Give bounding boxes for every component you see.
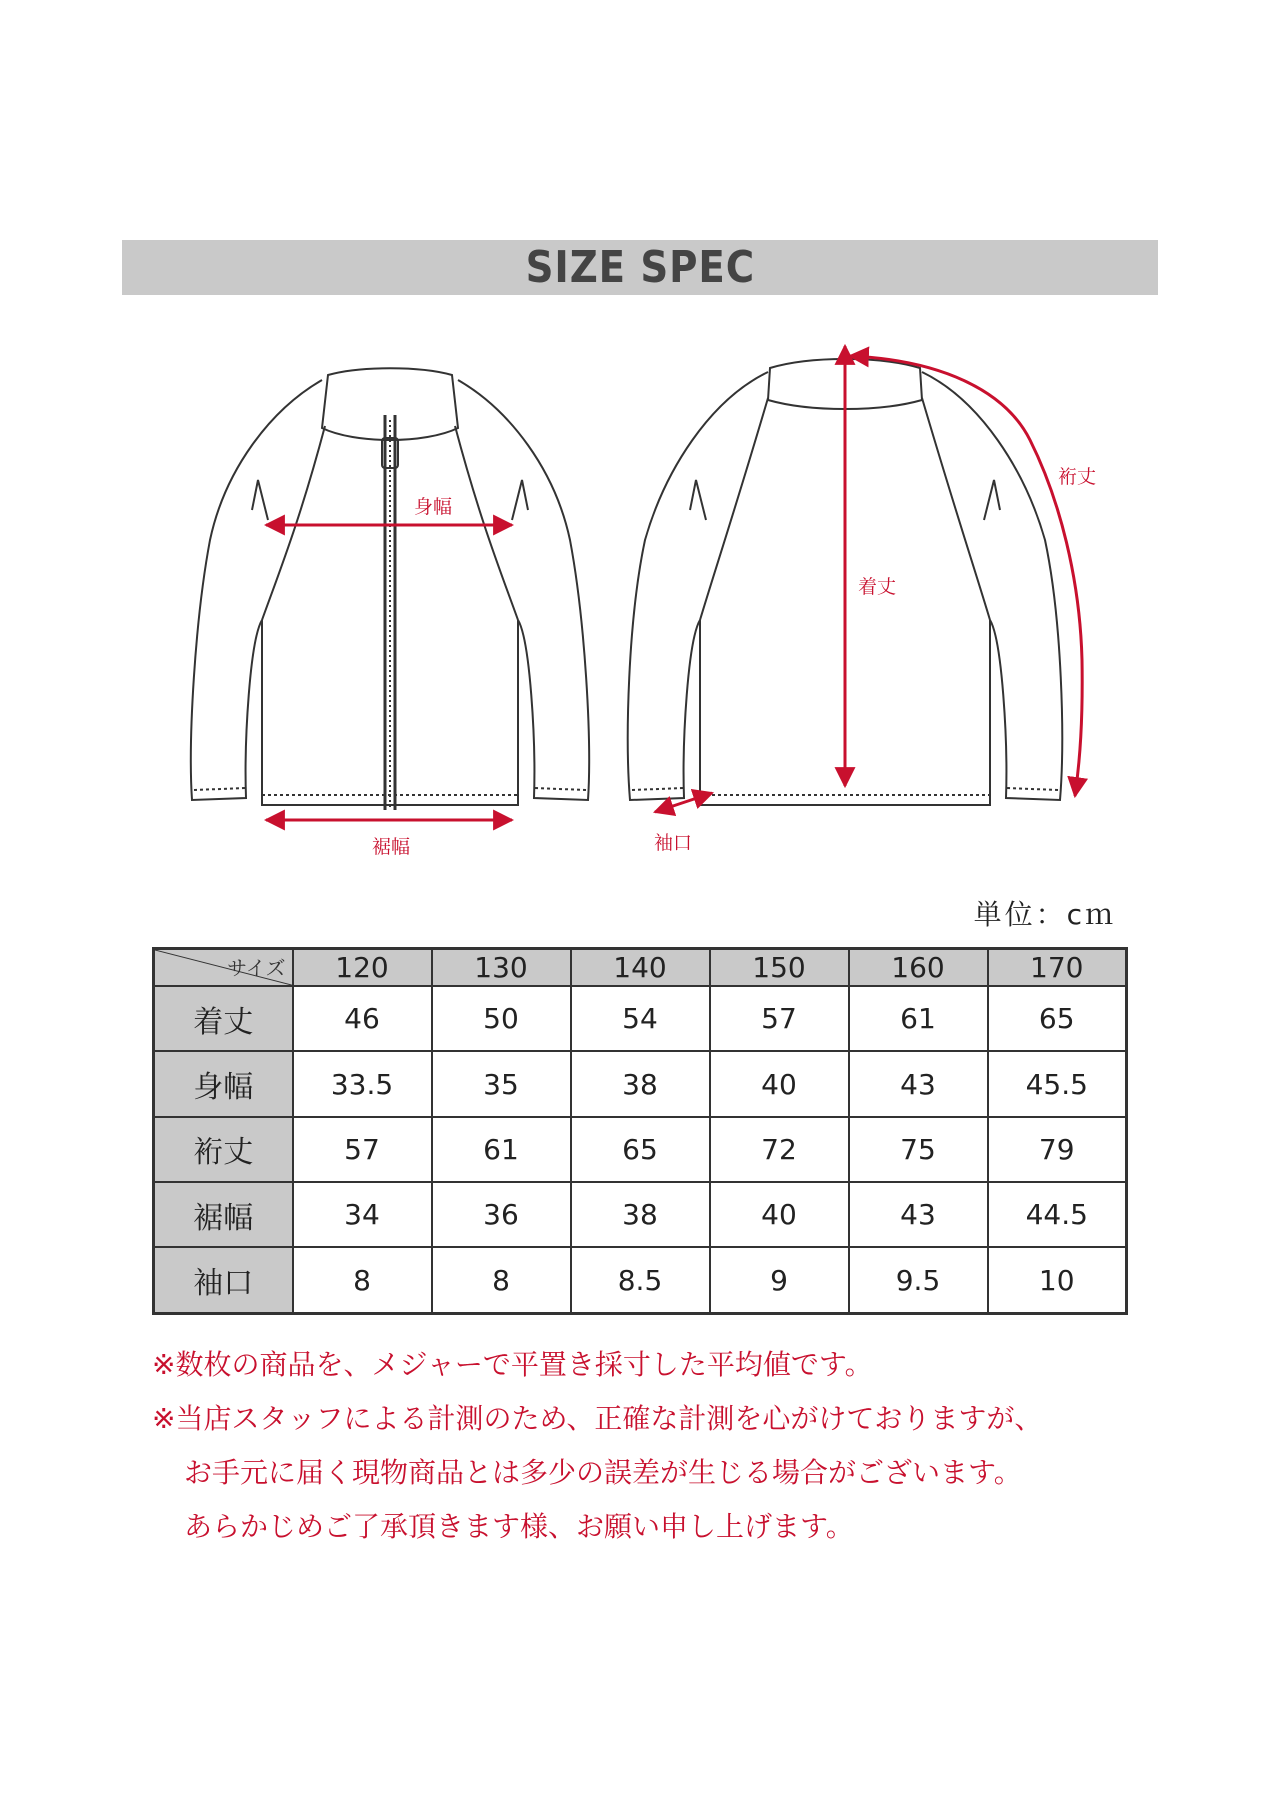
row-label: 裄丈 bbox=[154, 1117, 293, 1182]
size-header: 150 bbox=[710, 949, 849, 987]
table-row bbox=[154, 986, 1127, 1051]
table-cell: 10 bbox=[988, 1247, 1127, 1313]
size-header: 140 bbox=[571, 949, 710, 987]
note-line: あらかじめご了承頂きます様、お願い申し上げます。 bbox=[184, 1510, 854, 1543]
table-cell: 43 bbox=[849, 1182, 988, 1247]
row-label: 身幅 bbox=[154, 1051, 293, 1116]
table-cell: 8 bbox=[432, 1247, 571, 1313]
size-header: 120 bbox=[293, 949, 432, 987]
table-cell: 8.5 bbox=[571, 1247, 710, 1313]
table-cell: 79 bbox=[988, 1117, 1127, 1182]
table-cell: 43 bbox=[849, 1051, 988, 1116]
jacket-illustrations bbox=[0, 320, 1280, 880]
table-row bbox=[154, 1051, 1127, 1116]
notes bbox=[152, 1338, 1152, 1554]
table-cell: 65 bbox=[988, 986, 1127, 1051]
table-cell: 36 bbox=[432, 1182, 571, 1247]
table-cell: 46 bbox=[293, 986, 432, 1051]
table-row bbox=[154, 1182, 1127, 1247]
table-cell: 9 bbox=[710, 1247, 849, 1313]
corner-label: サイズ bbox=[227, 956, 286, 980]
note-line: ※当店スタッフによる計測のため、正確な計測を心がけておりますが、 bbox=[152, 1402, 1043, 1435]
label-length: 着丈 bbox=[858, 576, 897, 598]
label-body-width: 身幅 bbox=[414, 496, 453, 518]
table-cell: 40 bbox=[710, 1182, 849, 1247]
note-line: お手元に届く現物商品とは多少の誤差が生じる場合がございます。 bbox=[184, 1456, 1022, 1489]
table-cell: 57 bbox=[293, 1117, 432, 1182]
row-label: 裾幅 bbox=[154, 1182, 293, 1247]
size-header: 130 bbox=[432, 949, 571, 987]
table-cell: 57 bbox=[710, 986, 849, 1051]
garment-diagram bbox=[0, 320, 1280, 880]
table-cell: 72 bbox=[710, 1117, 849, 1182]
label-hem-width: 裾幅 bbox=[372, 836, 411, 858]
size-table-wrap bbox=[152, 947, 1128, 1315]
size-header: 160 bbox=[849, 949, 988, 987]
note-line: ※数枚の商品を、メジャーで平置き採寸した平均値です。 bbox=[152, 1348, 873, 1381]
table-cell: 9.5 bbox=[849, 1247, 988, 1313]
table-cell: 33.5 bbox=[293, 1051, 432, 1116]
table-cell: 61 bbox=[432, 1117, 571, 1182]
table-cell: 8 bbox=[293, 1247, 432, 1313]
table-cell: 38 bbox=[571, 1051, 710, 1116]
label-sleeve-length: 裄丈 bbox=[1058, 466, 1097, 488]
table-cell: 35 bbox=[432, 1051, 571, 1116]
table-row bbox=[154, 1247, 1127, 1313]
table-cell: 40 bbox=[710, 1051, 849, 1116]
table-cell: 61 bbox=[849, 986, 988, 1051]
title-banner bbox=[122, 240, 1158, 295]
table-header-row bbox=[154, 949, 1127, 987]
label-cuff: 袖口 bbox=[654, 832, 693, 854]
table-cell: 75 bbox=[849, 1117, 988, 1182]
table-cell: 34 bbox=[293, 1182, 432, 1247]
table-cell: 54 bbox=[571, 986, 710, 1051]
table-cell: 44.5 bbox=[988, 1182, 1127, 1247]
size-header: 170 bbox=[988, 949, 1127, 987]
row-label: 袖口 bbox=[154, 1247, 293, 1313]
table-cell: 50 bbox=[432, 986, 571, 1051]
measure-arrows bbox=[266, 346, 1082, 820]
table-cell: 38 bbox=[571, 1182, 710, 1247]
unit-label: 単位：cｍ bbox=[973, 898, 1116, 931]
size-table bbox=[152, 947, 1128, 1315]
page-title: SIZE SPEC bbox=[525, 242, 755, 293]
table-corner bbox=[154, 949, 293, 987]
row-label: 着丈 bbox=[154, 986, 293, 1051]
table-cell: 45.5 bbox=[988, 1051, 1127, 1116]
table-cell: 65 bbox=[571, 1117, 710, 1182]
front-jacket-drawing bbox=[191, 368, 589, 810]
table-row bbox=[154, 1117, 1127, 1182]
